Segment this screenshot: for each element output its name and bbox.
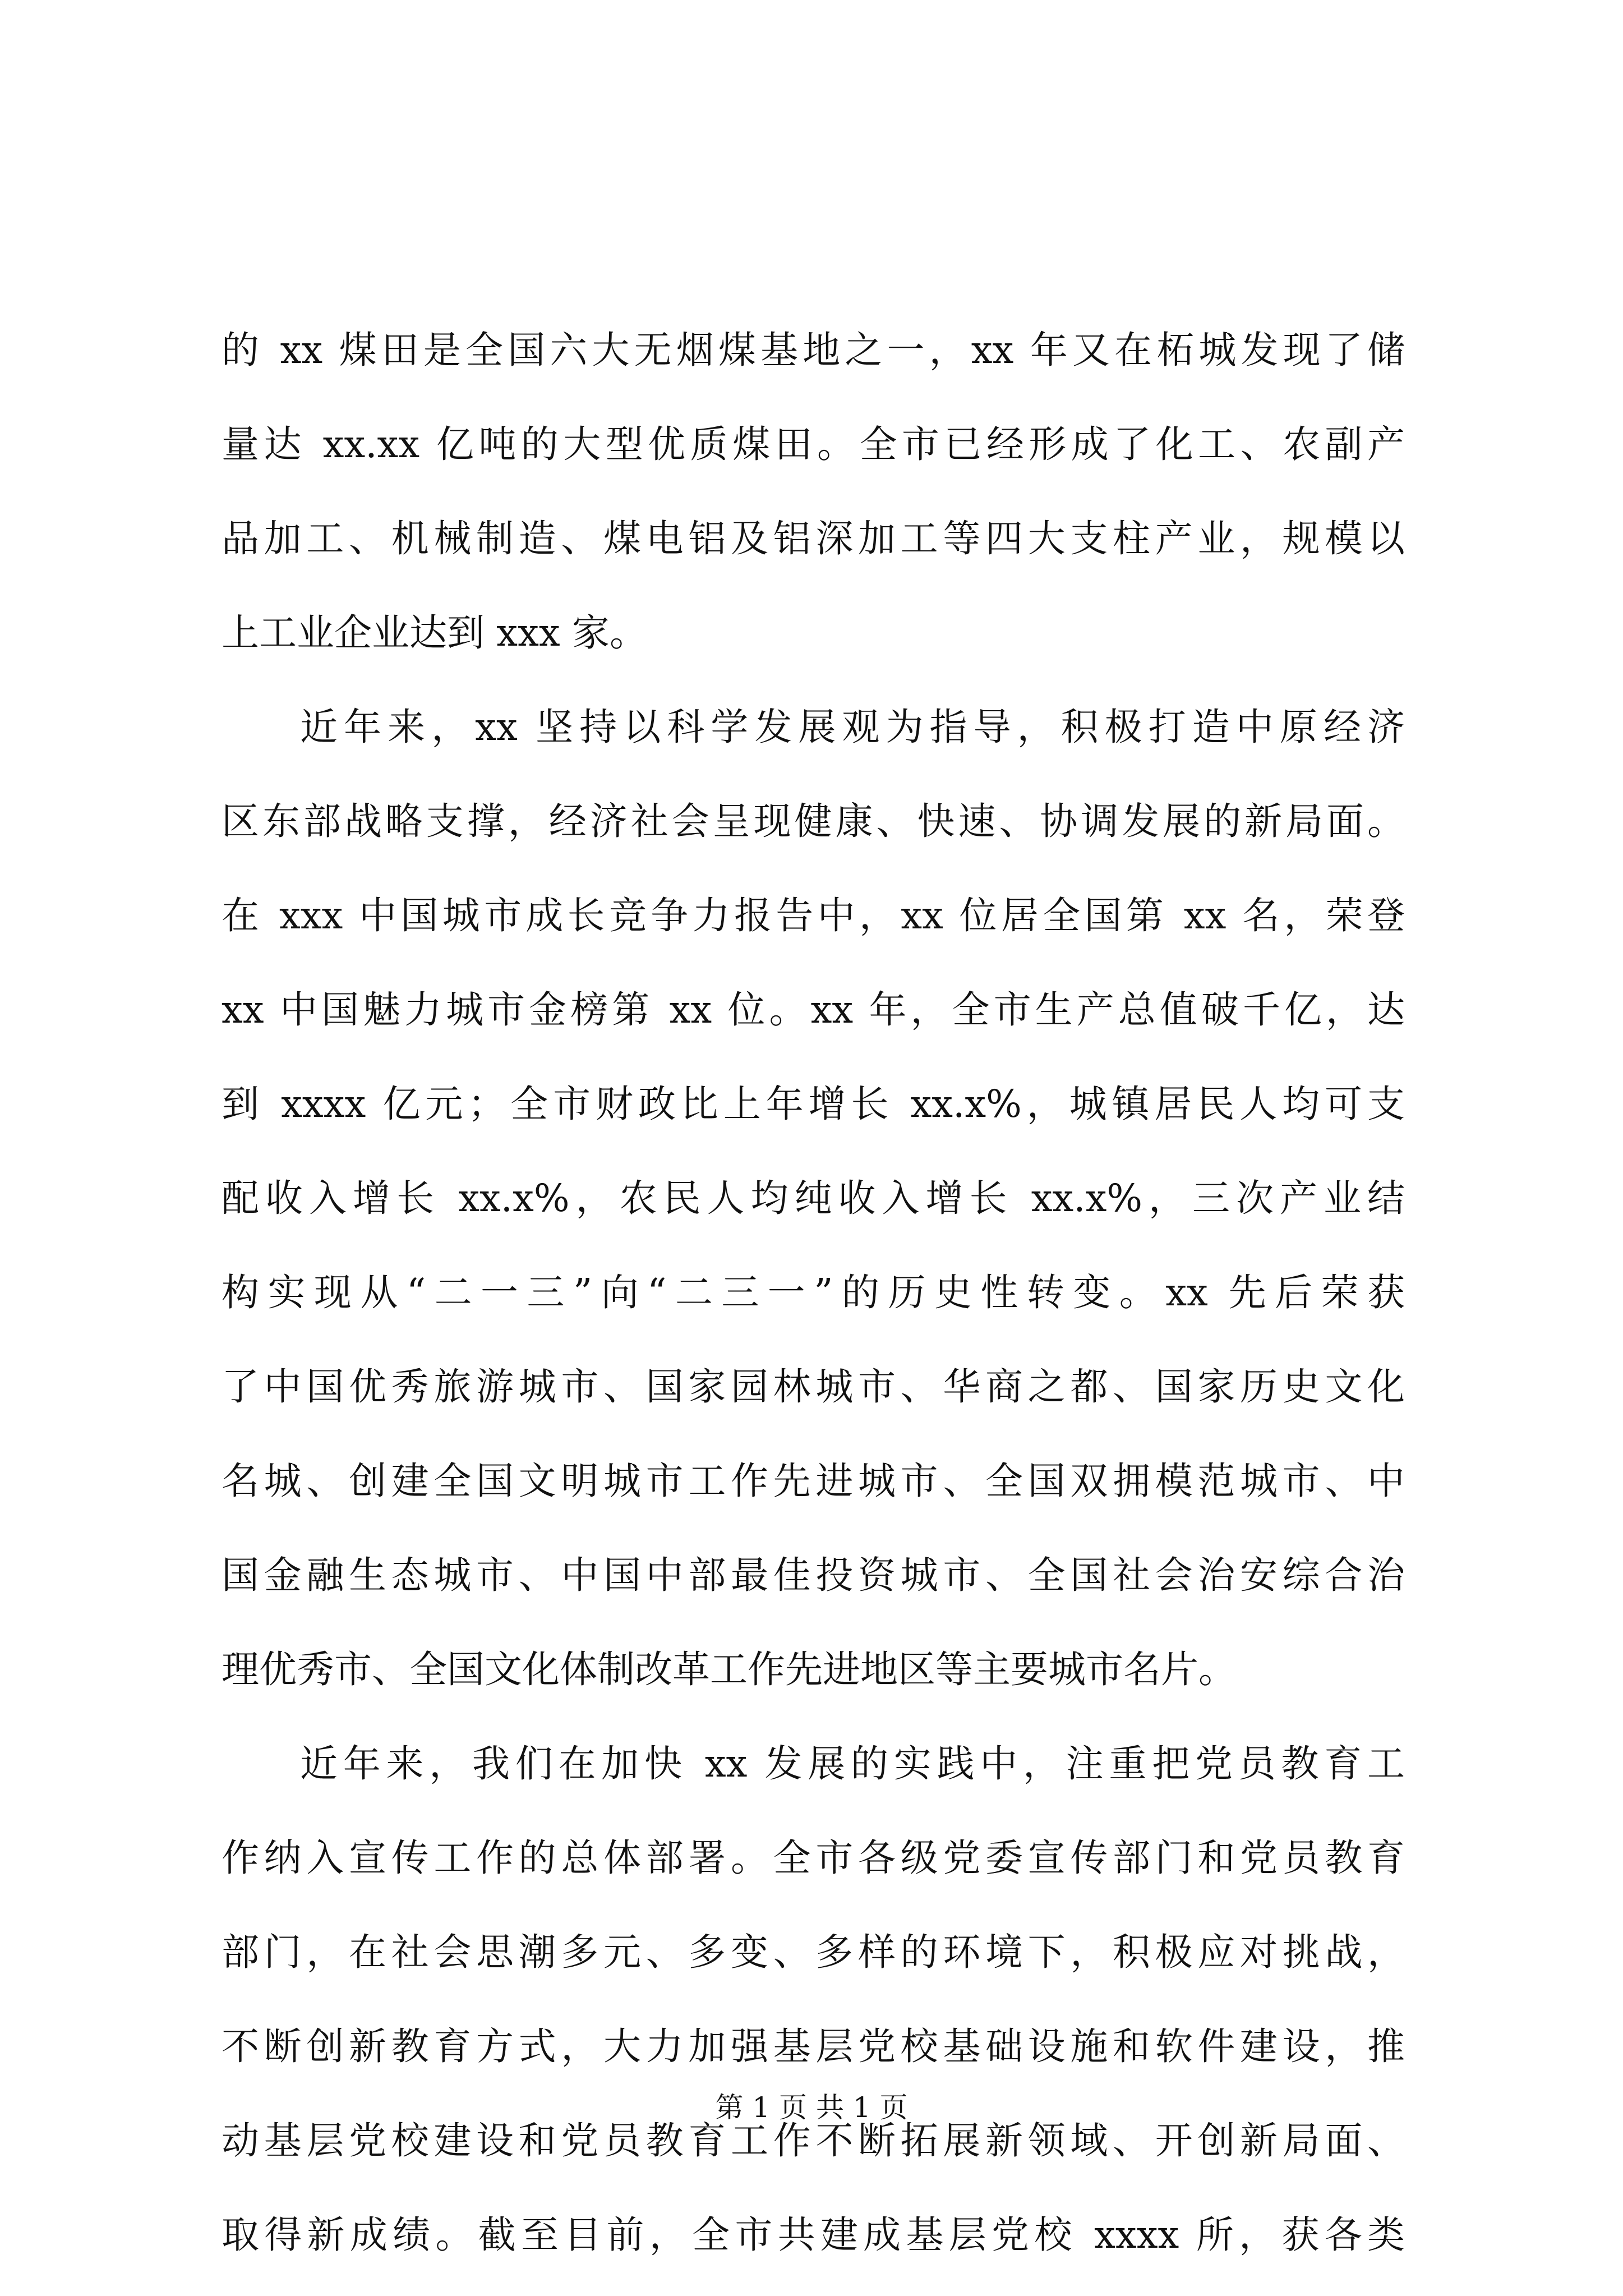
text-line: 区东部战略支撑，经济社会呈现健康、快速、协调发展的新局面。 bbox=[222, 799, 1405, 843]
text-line: 品加工、机械制造、煤电铝及铝深加工等四大支柱产业，规模以 bbox=[222, 517, 1405, 560]
text-line: 了中国优秀旅游城市、国家园林城市、华商之都、国家历史文化 bbox=[222, 1365, 1405, 1409]
text-line: 的 xx 煤田是全国六大无烟煤基地之一，xx 年又在柘城发现了储 bbox=[222, 328, 1405, 372]
text-line: 名城、创建全国文明城市工作先进城市、全国双拥模范城市、中 bbox=[222, 1459, 1405, 1503]
text-line: 取得新成绩。截至目前，全市共建成基层党校 xxxx 所，获各类 bbox=[222, 2213, 1405, 2257]
text-line: 国金融生态城市、中国中部最佳投资城市、全国社会治安综合治 bbox=[222, 1553, 1405, 1597]
paragraph-first-line: 近年来，我们在加快 xx 发展的实践中，注重把党员教育工 bbox=[300, 1742, 1405, 1786]
text-line: 构实现从“二一三”向“二三一”的历史性转变。xx 先后荣获 bbox=[222, 1271, 1405, 1314]
text-line: 不断创新教育方式，大力加强基层党校基础设施和软件建设，推 bbox=[222, 2024, 1405, 2068]
paragraph-first-line: 近年来，xx 坚持以科学发展观为指导，积极打造中原经济 bbox=[300, 705, 1405, 749]
text-line: 在 xxx 中国城市成长竞争力报告中，xx 位居全国第 xx 名，荣登 bbox=[222, 894, 1405, 937]
text-line: xx 中国魅力城市金榜第 xx 位。xx 年，全市生产总值破千亿，达 bbox=[222, 988, 1405, 1032]
text-line: 作纳入宣传工作的总体部署。全市各级党委宣传部门和党员教育 bbox=[222, 1836, 1405, 1880]
text-line: 理优秀市、全国文化体制改革工作先进地区等主要城市名片。 bbox=[222, 1648, 1236, 1691]
text-line: 上工业企业达到 xxx 家。 bbox=[222, 611, 647, 655]
text-line: 动基层党校建设和党员教育工作不断拓展新领域、开创新局面、 bbox=[222, 2119, 1405, 2162]
document-body bbox=[222, 303, 1405, 2282]
text-line: 到 xxxx 亿元；全市财政比上年增长 xx.x%，城镇居民人均可支 bbox=[222, 1082, 1405, 1126]
page-number-footer: 第 1 页 共 1 页 bbox=[715, 2091, 908, 2124]
text-line: 量达 xx.xx 亿吨的大型优质煤田。全市已经形成了化工、农副产 bbox=[222, 422, 1405, 466]
text-line: 部门，在社会思潮多元、多变、多样的环境下，积极应对挑战， bbox=[222, 1930, 1405, 1974]
text-line: 配收入增长 xx.x%，农民人均纯收入增长 xx.x%，三次产业结 bbox=[222, 1176, 1405, 1220]
